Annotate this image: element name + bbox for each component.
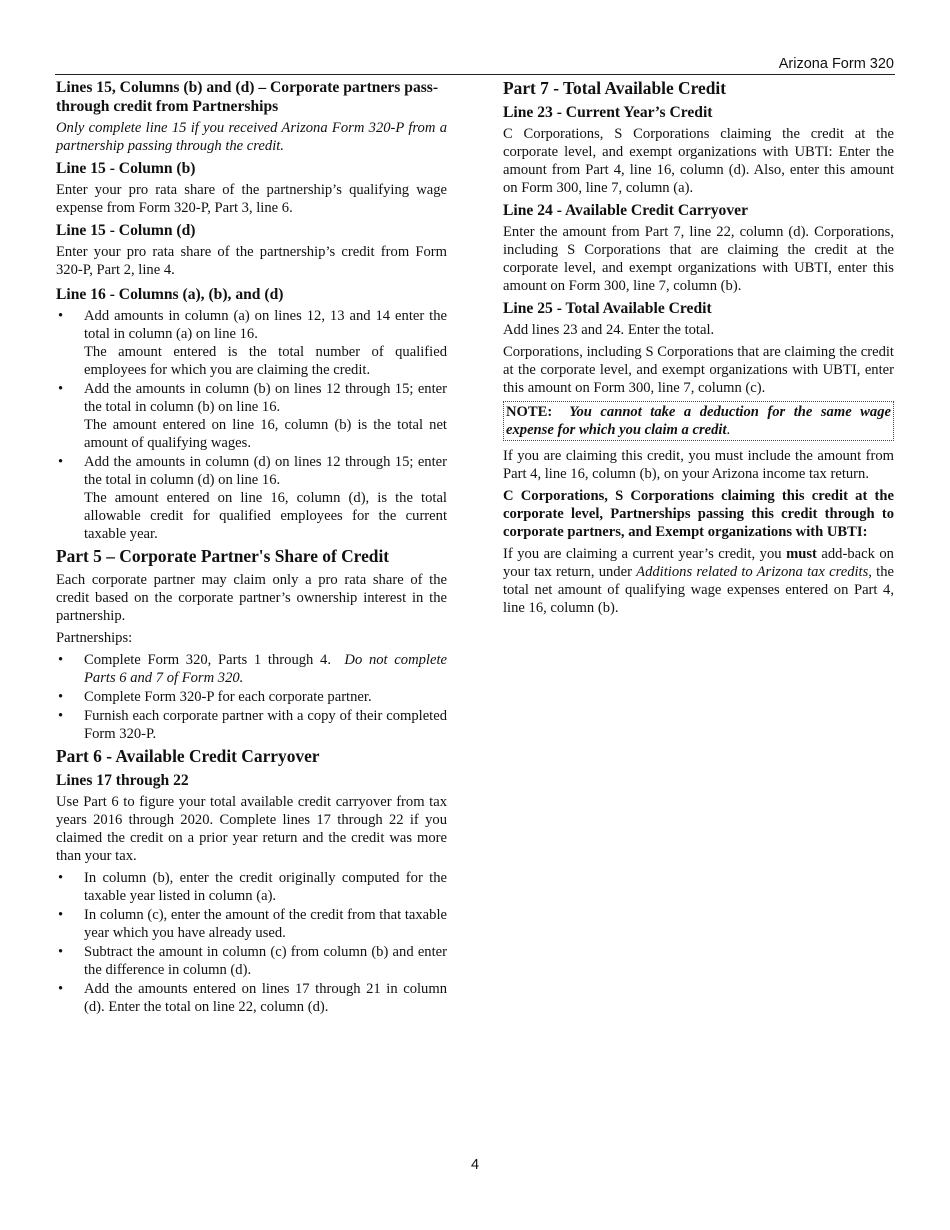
left-column — [56, 78, 447, 1019]
list-item-italic-text: Do not complete Parts 6 and 7 of Form 320. — [84, 652, 447, 686]
list-item-text: Furnish each corporate partner with a copy of their completed Form 320-P. — [84, 708, 447, 742]
bullet-icon: • — [58, 652, 64, 668]
line24-heading: Line 24 - Available Credit Carryover — [503, 202, 748, 219]
page-number: 4 — [470, 1157, 480, 1173]
part5-partnerships-label: Partnerships: — [56, 630, 133, 646]
list-item-text: Add amounts in column (a) on lines 12, 13 and 14 enter the total in column (a) on line 16. — [84, 308, 447, 342]
bullet-icon: • — [58, 870, 64, 886]
line15-instruction-note: Only complete line 15 if you received Arizona Form 320-P from a partnership passing through the credit. — [56, 120, 447, 154]
line23-heading: Line 23 - Current Year’s Credit — [503, 104, 713, 121]
part5-heading: Part 5 – Corporate Partner's Share of Credit — [56, 546, 390, 566]
list-item-text: Subtract the amount in column (c) from column (b) and enter the difference in column (d). — [84, 944, 447, 978]
list-item — [56, 869, 447, 905]
list-item-text: Add the amounts in column (d) on lines 12 through 15; enter the total in column (d) on line 16. — [84, 454, 447, 488]
note-label: NOTE: — [506, 404, 553, 420]
header-rule — [55, 74, 895, 75]
addback-text-c: the total net amount of qualifying wage expenses entered on Part 4, line 16, column (b). — [503, 564, 894, 616]
part6-heading: Part 6 - Available Credit Carryover — [56, 746, 320, 766]
section-heading-line15-column-d: Line 15 - Column (d) — [56, 222, 196, 239]
bullet-icon: • — [58, 308, 64, 324]
note-box — [503, 401, 894, 441]
list-item-subtext: The amount entered is the total number of qualified employees for which you are claiming the credit. — [84, 344, 447, 378]
form-title: Arizona Form 320 — [778, 56, 894, 72]
list-item — [56, 651, 447, 687]
line15-column-b-text: Enter your pro rata share of the partnership’s qualifying wage expense from Form 320-P, Part 3, line 6. — [56, 182, 447, 216]
bullet-icon: • — [58, 381, 64, 397]
bullet-icon: • — [58, 708, 64, 724]
line25-text-1: Add lines 23 and 24. Enter the total. — [503, 322, 715, 338]
bullet-icon: • — [58, 907, 64, 923]
list-item-text: Add the amounts in column (b) on lines 12 through 15; enter the total in column (b) on line 16. — [84, 381, 447, 415]
right-column — [503, 78, 894, 621]
line25-heading: Line 25 - Total Available Credit — [503, 300, 712, 317]
list-item — [56, 307, 447, 379]
section-heading-line16: Line 16 - Columns (a), (b), and (d) — [56, 286, 284, 303]
list-item — [56, 380, 447, 452]
claim-text: If you are claiming this credit, you must include the amount from Part 4, line 16, column (b), on your Arizona income tax return. — [503, 448, 894, 482]
list-item-text: Complete Form 320-P for each corporate partner. — [84, 689, 372, 705]
addback-must: must — [786, 546, 817, 562]
bullet-icon: • — [58, 981, 64, 997]
bold-entities-text: C Corporations, S Corporations claiming this credit at the corporate level, Partnerships passing this credit through to corporate partners, and Exempt organizations with UBTI: — [503, 488, 894, 540]
addback-text-a: If you are claiming a current year’s credit, you — [503, 546, 782, 562]
note-text: You cannot take a deduction for the same wage expense for which you claim a credit — [506, 404, 891, 438]
line24-text: Enter the amount from Part 7, line 22, column (d). Corporations, including S Corporations that are claiming the credit at the corporate level, and exempt organizations with UBTI, enter this amount on Form 300, line 7, column (b). — [503, 224, 894, 294]
addback-text-b: add-back on your tax return, under — [503, 546, 894, 580]
list-item — [56, 980, 447, 1016]
section-heading-line15-corporate-partners: Lines 15, Columns (b) and (d) – Corporate partners pass-through credit from Partnerships — [56, 79, 439, 115]
line23-text: C Corporations, S Corporations claiming the credit at the corporate level, and exempt organizations with UBTI: Enter the amount from Part 4, line 16, column (d). Also, enter this amount on Form 300, line 7, column (a). — [503, 126, 894, 196]
list-item-text: Complete Form 320, Parts 1 through 4. — [84, 652, 331, 668]
part7-heading: Part 7 - Total Available Credit — [503, 78, 727, 98]
line16-list — [56, 307, 447, 543]
part6-subheading: Lines 17 through 22 — [56, 772, 189, 789]
part6-text: Use Part 6 to figure your total available credit carryover from tax years 2016 through 2020. Complete lines 17 through 22 if you claimed the credit on a prior year return and the credit was more than your tax. — [56, 794, 447, 864]
list-item — [56, 906, 447, 942]
list-item-text: Add the amounts entered on lines 17 through 21 in column (d). Enter the total on line 22, column (d). — [84, 981, 447, 1015]
section-heading-line15-column-b: Line 15 - Column (b) — [56, 160, 196, 177]
addback-italic: Additions related to Arizona tax credits, — [636, 564, 872, 580]
note-period: . — [726, 422, 731, 438]
list-item-subtext: The amount entered on line 16, column (b) is the total net amount of qualifying wages. — [84, 417, 447, 451]
bullet-icon: • — [58, 689, 64, 705]
list-item — [56, 688, 447, 706]
list-item — [56, 943, 447, 979]
line15-column-d-text: Enter your pro rata share of the partnership’s credit from Form 320-P, Part 2, line 4. — [56, 244, 447, 278]
bullet-icon: • — [58, 454, 64, 470]
list-item — [56, 453, 447, 543]
bullet-icon: • — [58, 944, 64, 960]
part6-list — [56, 869, 447, 1016]
part5-list — [56, 651, 447, 743]
list-item-subtext: The amount entered on line 16, column (d), is the total allowable credit for qualified employees for the current taxable year. — [84, 490, 447, 542]
addback-text — [503, 545, 894, 617]
part5-text: Each corporate partner may claim only a pro rata share of the credit based on the corporate partner’s ownership interest in the partnership. — [56, 572, 447, 624]
list-item-text: In column (c), enter the amount of the credit from that taxable year which you have already used. — [84, 907, 447, 941]
list-item-text: In column (b), enter the credit originally computed for the taxable year listed in column (a). — [84, 870, 447, 904]
line25-text-2: Corporations, including S Corporations that are claiming the credit at the corporate level, and exempt organizations with UBTI, enter this amount on Form 300, line 7, column (c). — [503, 344, 894, 396]
list-item — [56, 707, 447, 743]
